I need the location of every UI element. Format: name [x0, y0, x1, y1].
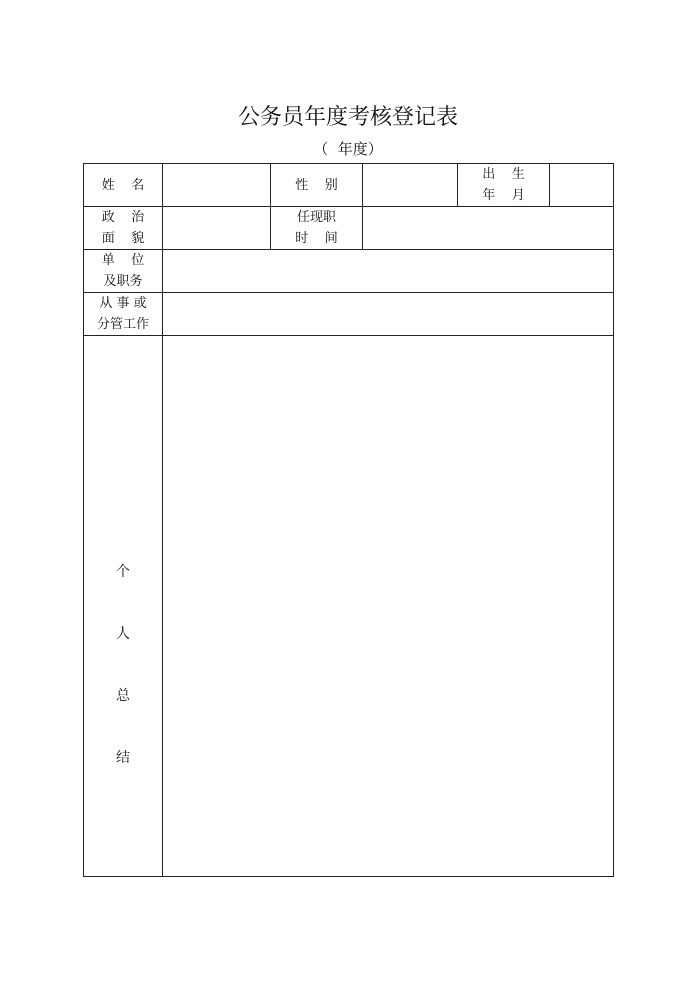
birth-date-label: 出 生 年 月	[458, 164, 550, 207]
summary-label-char: 结	[116, 750, 130, 766]
personal-summary-label	[84, 336, 163, 877]
work-duty-label: 从 事 或 分管工作	[84, 293, 163, 336]
name-field[interactable]	[163, 164, 271, 207]
birth-date-field[interactable]	[550, 164, 614, 207]
political-status-label: 政 治 面 貌	[84, 207, 163, 250]
tenure-time-field[interactable]	[363, 207, 614, 250]
gender-field[interactable]	[363, 164, 458, 207]
work-duty-field[interactable]	[163, 293, 614, 336]
summary-label-char: 个	[116, 564, 130, 580]
name-label: 姓 名	[84, 164, 163, 207]
unit-position-label: 单 位 及职务	[84, 250, 163, 293]
gender-label: 性 别	[271, 164, 363, 207]
unit-position-field[interactable]	[163, 250, 614, 293]
form-title: 公务员年度考核登记表	[237, 105, 458, 130]
form-year-subtitle: （ 年度）	[313, 140, 383, 158]
tenure-time-label: 任现职 时 间	[271, 207, 363, 250]
summary-label-char: 人	[116, 626, 130, 642]
political-status-field[interactable]	[163, 207, 271, 250]
personal-summary-field[interactable]	[163, 336, 614, 877]
summary-label-char: 总	[116, 688, 130, 704]
registration-form-table	[83, 163, 614, 877]
